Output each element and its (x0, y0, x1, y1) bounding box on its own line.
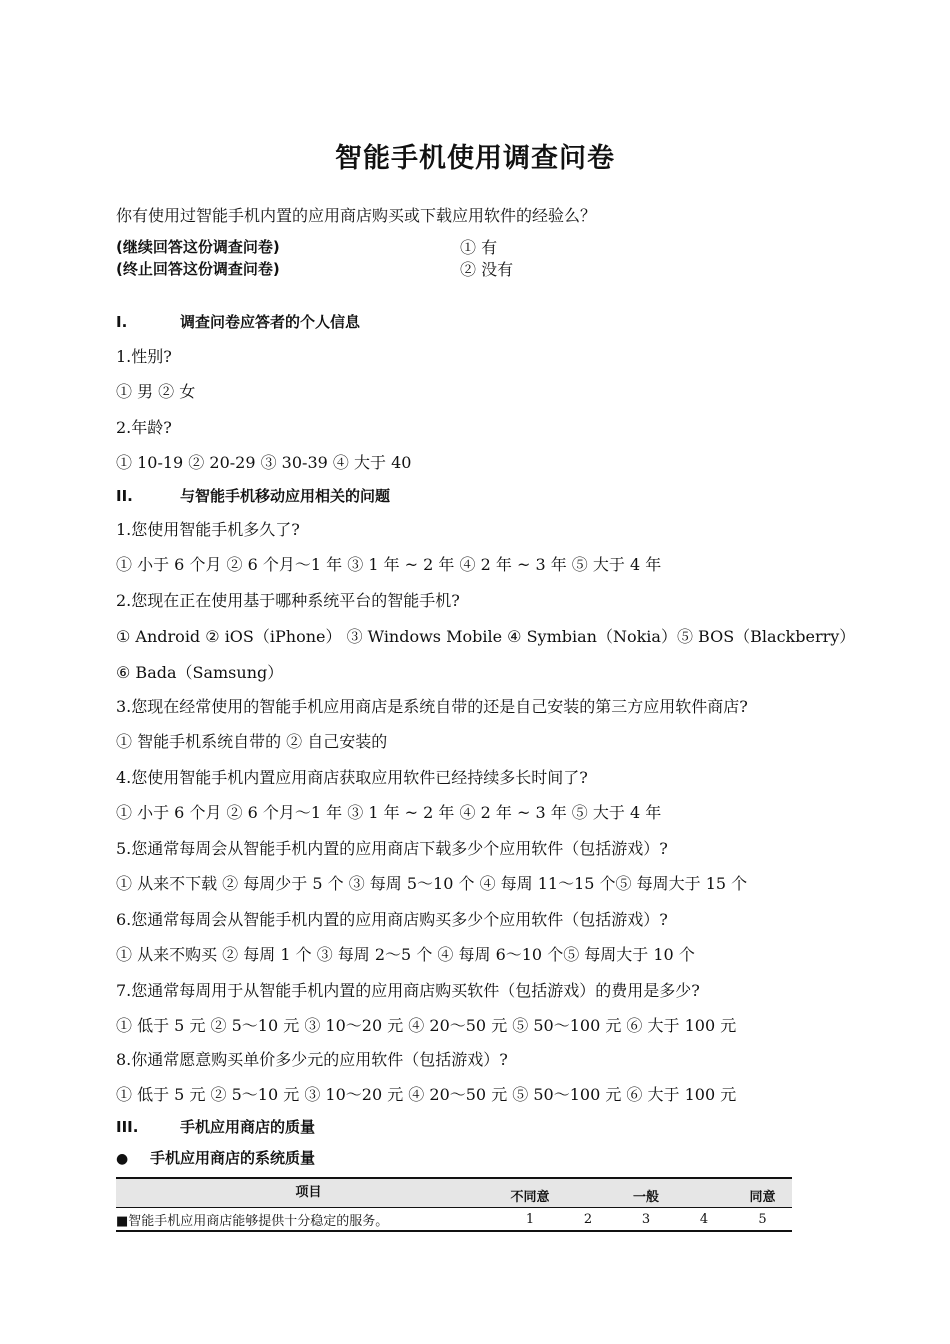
s1-question-2: 2.年龄? (116, 418, 172, 437)
header-blank-1 (559, 1178, 617, 1208)
score-2[interactable]: 2 (583, 1211, 593, 1227)
s2-question-4: 4.您使用智能手机内置应用商店获取应用软件已经持续多长时间了? (116, 768, 588, 787)
section-3-subtitle: 手机应用商店的系统质量 (150, 1149, 316, 1167)
bullet-icon: ● (116, 1151, 129, 1167)
intro-option-no[interactable]: ② 没有 (460, 260, 514, 279)
s2-answer-6[interactable]: ① 从来不购买 ② 每周 1 个 ③ 每周 2～5 个 ④ 每周 6～10 个⑤ 每周大于 10 个 (116, 945, 695, 964)
section-2-number: II. (116, 487, 133, 505)
section-3-number: III. (116, 1118, 139, 1136)
s2-question-6: 6.您通常每周会从智能手机内置的应用商店购买多少个应用软件（包括游戏）? (116, 910, 668, 929)
s2-answer-2b[interactable]: ⑥ Bada（Samsung） (116, 663, 284, 682)
header-blank-2 (675, 1178, 733, 1208)
section-1-number: I. (116, 313, 128, 331)
s2-answer-5[interactable]: ① 从来不下载 ② 每周少于 5 个 ③ 每周 5～10 个 ④ 每周 11～15 个⑤ 每周大于 15 个 (116, 874, 748, 893)
s2-answer-4[interactable]: ① 小于 6 个月 ② 6 个月～1 年 ③ 1 年 ~ 2 年 ④ 2 年 ~ 3 年 ⑤ 大于 4 年 (116, 803, 662, 822)
score-5[interactable]: 5 (758, 1211, 767, 1227)
s2-answer-1[interactable]: ① 小于 6 个月 ② 6 个月～1 年 ③ 1 年 ~ 2 年 ④ 2 年 ~ 3 年 ⑤ 大于 4 年 (116, 555, 662, 574)
header-neutral: 一般 (632, 1190, 659, 1205)
table-row (116, 1208, 792, 1232)
score-3[interactable]: 3 (641, 1211, 651, 1227)
section-3-subheading (116, 1147, 315, 1168)
s2-answer-7[interactable]: ① 低于 5 元 ② 5～10 元 ③ 10～20 元 ④ 20～50 元 ⑤ 50～100 元 ⑥ 大于 100 元 (116, 1016, 737, 1035)
s2-question-7: 7.您通常每周用于从智能手机内置的应用商店购买软件（包括游戏）的费用是多少? (116, 981, 700, 1000)
table-header-row (116, 1178, 792, 1208)
s2-question-1: 1.您使用智能手机多久了? (116, 520, 300, 539)
s2-question-8: 8.你通常愿意购买单价多少元的应用软件（包括游戏）? (116, 1050, 508, 1069)
section-2-heading (116, 485, 390, 506)
s2-question-3: 3.您现在经常使用的智能手机应用商店是系统自带的还是自己安装的第三方应用软件商店? (116, 697, 748, 716)
s2-question-2: 2.您现在正在使用基于哪种系统平台的智能手机? (116, 591, 460, 610)
s2-question-5: 5.您通常每周会从智能手机内置的应用商店下载多少个应用软件（包括游戏）? (116, 839, 668, 858)
section-2-title: 与智能手机移动应用相关的问题 (180, 487, 391, 505)
intro-question: 你有使用过智能手机内置的应用商店购买或下载应用软件的经验么？ (116, 206, 597, 225)
section-1-title: 调查问卷应答者的个人信息 (180, 313, 361, 331)
page-title: 智能手机使用调查问卷 (335, 143, 615, 174)
s2-answer-2a[interactable]: ① Android ② iOS（iPhone） ③ Windows Mobile ④ Symbian（Nokia）⑤ BOS（Blackberry） (116, 627, 856, 646)
intro-instruction-stop: (终止回答这份调查问卷) (116, 260, 280, 278)
s1-question-1: 1.性别? (116, 347, 172, 366)
intro-option-yes[interactable]: ① 有 (460, 238, 498, 257)
header-disagree: 不同意 (510, 1190, 550, 1205)
section-1-heading (116, 311, 360, 332)
intro-instruction-continue: (继续回答这份调查问卷) (116, 238, 280, 256)
rating-table (116, 1177, 792, 1232)
score-4[interactable]: 4 (699, 1211, 709, 1227)
header-agree: 同意 (749, 1190, 776, 1205)
s2-answer-3[interactable]: ① 智能手机系统自带的 ② 自己安装的 (116, 732, 388, 751)
section-3-title: 手机应用商店的质量 (180, 1118, 316, 1136)
header-item: 项目 (295, 1185, 322, 1200)
s2-answer-8[interactable]: ① 低于 5 元 ② 5～10 元 ③ 10～20 元 ④ 20～50 元 ⑤ 50～100 元 ⑥ 大于 100 元 (116, 1085, 737, 1104)
s1-answer-1[interactable]: ① 男 ② 女 (116, 382, 196, 401)
s1-answer-2[interactable]: ① 10-19 ② 20-29 ③ 30-39 ④ 大于 40 (116, 453, 412, 472)
score-1[interactable]: 1 (525, 1211, 535, 1227)
section-3-heading (116, 1116, 315, 1137)
table-row-item: ■智能手机应用商店能够提供十分稳定的服务。 (116, 1213, 389, 1229)
